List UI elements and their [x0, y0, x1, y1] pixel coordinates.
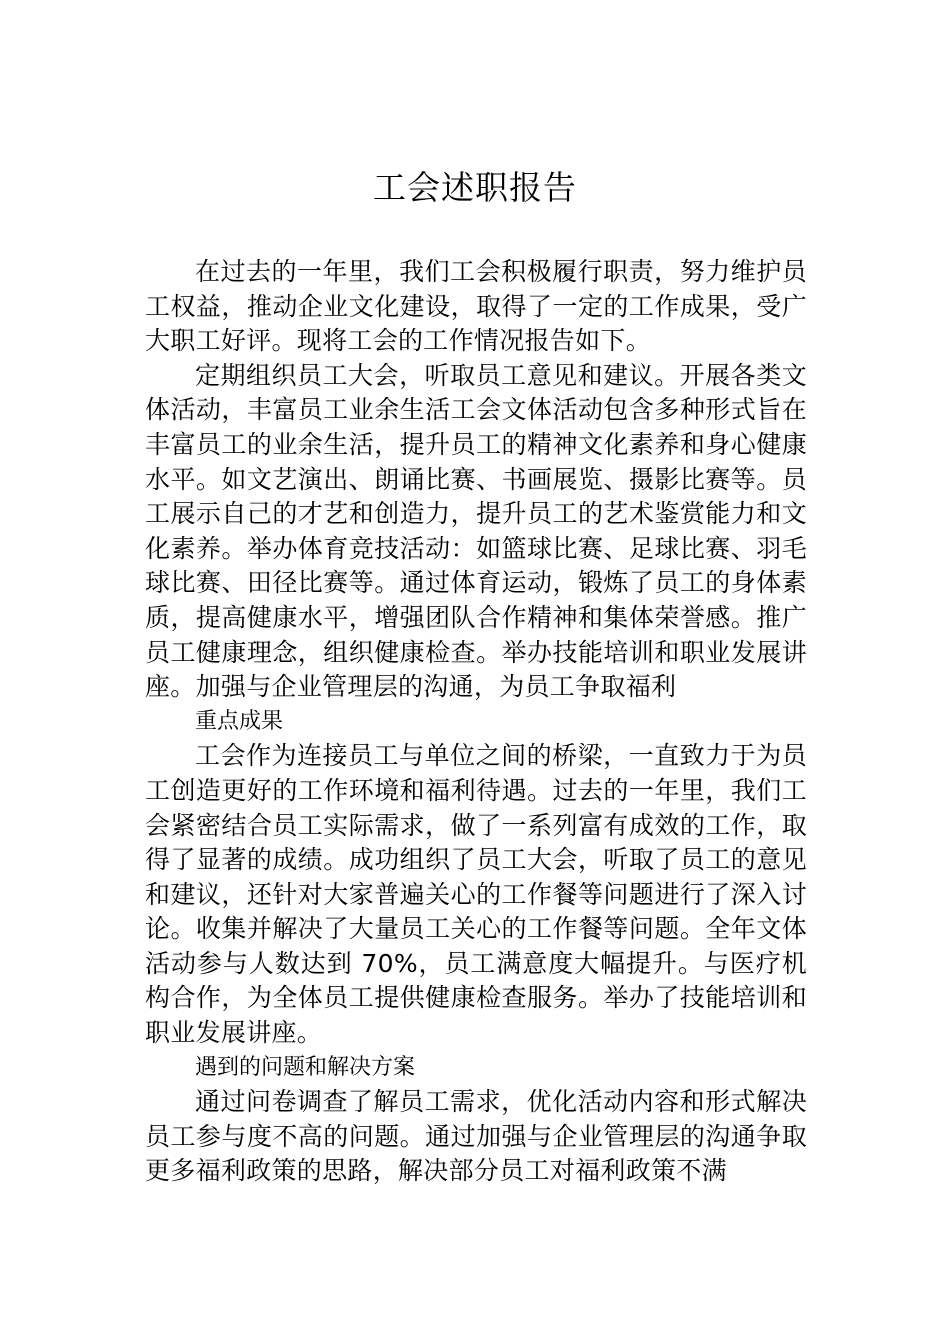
intro-paragraph: 在过去的一年里，我们工会积极履行职责，努力维护员工权益，推动企业文化建设，取得了一定的工作成果，受广大职工好评。现将工会的工作情况报告如下。: [145, 257, 807, 356]
activities-paragraph: 定期组织员工大会，听取员工意见和建议。开展各类文体活动，丰富员工业余生活工会文体活动包含多种形式旨在丰富员工的业余生活，提升员工的精神文化素养和身心健康水平。如文艺演出、朗诵比赛、书画展览、摄影比赛等。员工展示自己的才艺和创造力，提升员工的艺术鉴赏能力和文化素养。举办体育竞技活动：如篮球比赛、足球比赛、羽毛球比赛、田径比赛等。通过体育运动，锻炼了员工的身体素质，提高健康水平，增强团队合作精神和集体荣誉感。推广员工健康理念，组织健康检查。举办技能培训和职业发展讲座。加强与企业管理层的沟通，为员工争取福利: [145, 360, 807, 702]
section-heading-key-results: 重点成果: [195, 708, 284, 734]
section-heading-problems-solutions: 遇到的问题和解决方案: [195, 1054, 416, 1080]
document-body: [145, 255, 807, 1189]
key-results-paragraph: 工会作为连接员工与单位之间的桥梁，一直致力于为员工创造更好的工作环境和福利待遇。过去的一年里，我们工会紧密结合员工实际需求，做了一系列富有成效的工作，取得了显著的成绩。成功组织了员工大会，听取了员工的意见和建议，还针对大家普遍关心的工作餐等问题进行了深入讨论。收集并解决了大量员工关心的工作餐等问题。全年文体活动参与人数达到 70%，员工满意度大幅提升。与医疗机构合作，为全体员工提供健康检查服务。举办了技能培训和职业发展讲座。: [145, 741, 807, 1048]
document-title: 工会述职报告: [373, 168, 577, 207]
problems-solutions-paragraph: 通过问卷调查了解员工需求，优化活动内容和形式解决员工参与度不高的问题。通过加强与企业管理层的沟通争取更多福利政策的思路，解决部分员工对福利政策不满: [145, 1087, 807, 1186]
